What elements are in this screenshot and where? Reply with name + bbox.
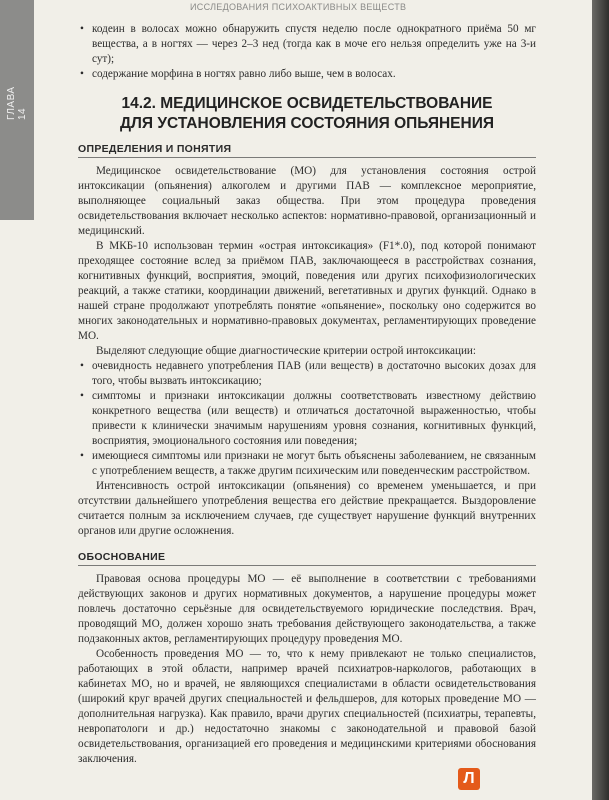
paragraph: Особенность проведения МО — то, что к нему привлекают не только специалистов, работающих в этой области, например врачей психиатров-наркологов, работающих в кабинетах МО, но и врачей, не являющихся специалистами в области освидетельствования (широкий круг врачей других специальностей и фельдшеров, для которых проведение МО — дополнительная нагрузка). Как правило, врачи других специальностей (психиатры, терапевты, невропатологи и др.) недостаточно знакомы с законодательной и правовой базой освидетельствования, организацией его проведения и медицинскими критериями обоснования заключения. — [78, 648, 536, 765]
subsection-heading-definitions: ОПРЕДЕЛЕНИЯ И ПОНЯТИЯ — [78, 142, 536, 158]
paragraph: Интенсивность острой интоксикации (опьянения) со временем уменьшается, и при отсутствии дальнейшего употребления вещества его действие прекращается. Выздоровление считается полным за исключением случаев, где существует нарушение функций внутренних органов или другие осложнения. — [78, 480, 536, 537]
page-content — [78, 22, 536, 767]
list-item: • симптомы и признаки интоксикации должны соответствовать известному действию конкретного вещества (или веществ) и отличаться достаточной выраженностью, чтобы привести к клинически значимым нарушениям уровня сознания, когнитивных функций, восприятия, эмоционального состояния или поведения; — [78, 389, 536, 449]
chapter-tab-label: ГЛАВА 14 — [6, 86, 28, 120]
subsection-heading-rationale: ОБОСНОВАНИЕ — [78, 550, 536, 566]
paragraph: Правовая основа процедуры МО — её выполнение в соответствии с требованиями действующих законов и других нормативных документов, а нарушение процедуры может повлечь достаточно серьёзные для освидетельствуемого юридические последствия. Врач, проводящий МО, должен хорошо знать требования действующего законодательства, а также подзаконных актов, регламентирующих процедуру проведения МО. — [78, 573, 536, 645]
list-item: • очевидность недавнего употребления ПАВ (или веществ) в достаточно высоких дозах для того, чтобы вызвать интоксикацию; — [78, 359, 536, 389]
list-item: • содержание морфина в ногтях равно либо выше, чем в волосах. — [78, 67, 536, 82]
section-title-line: 14.2. МЕДИЦИНСКОЕ ОСВИДЕТЕЛЬСТВОВАНИЕ — [121, 95, 493, 112]
paragraph: В МКБ-10 использован термин «острая интоксикация» (F1*.0), под которой понимают преходящее состояние вслед за приёмом ПАВ, заключающееся в расстройствах сознания, когнитивных функций, восприятия, эмоций, поведения или других психофизиологических реакций, а также статики, координации движений, вегетативных и других функций. Однако в нашей стране продолжают употреблять понятие «опьянение», поскольку оно содержится во многих законодательных и нормативно-правовых документах, регламентирующих проведение МО. — [78, 240, 536, 342]
page-edge-shadow — [592, 0, 609, 800]
criteria-bullet-list — [78, 359, 536, 479]
running-header: ИССЛЕДОВАНИЯ ПСИХОАКТИВНЫХ ВЕЩЕСТВ — [190, 2, 407, 12]
chapter-side-tab — [0, 0, 34, 220]
paragraph: Медицинское освидетельствование (МО) для установления состояния острой интоксикации (опьянения) алкоголем и другими ПАВ — комплексное мероприятие, выполняющее социальный заказ общества. При этом процедура проведения освидетельствования включает несколько аспектов: нормативно-правовой, организационный и медицинский. — [78, 165, 536, 237]
list-item: • кодеин в волосах можно обнаружить спустя неделю после однократного приёма 50 мг вещества, а в ногтях — через 2–3 нед (тогда как в моче его нельзя определить уже на 3-и сут); — [78, 22, 536, 67]
section-title-line: ДЛЯ УСТАНОВЛЕНИЯ СОСТОЯНИЯ ОПЬЯНЕНИЯ — [120, 115, 494, 132]
top-bullet-list — [78, 22, 536, 82]
publisher-logo-icon: Л — [458, 768, 480, 790]
list-item: • имеющиеся симптомы или признаки не могут быть объяснены заболеванием, не связанным с употреблением веществ, а также другим психическим или поведенческим расстройством. — [78, 449, 536, 479]
paragraph: Выделяют следующие общие диагностические критерии острой интоксикации: — [96, 345, 477, 357]
section-title — [78, 94, 536, 134]
